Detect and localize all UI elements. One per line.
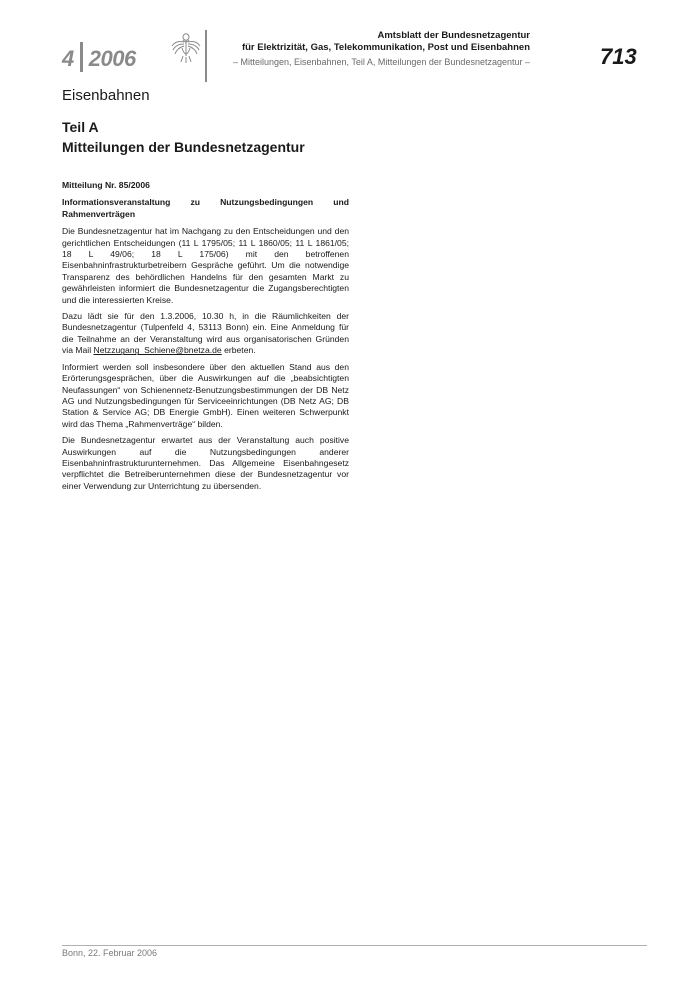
paragraph-1: Die Bundesnetzagentur hat im Nachgang zu den Entscheidungen und den gerichtlichen Entscheidungen (11 L 1795/05; 11 L 1860/05; 11 L 1861/05; 18 L 49/06; 18 L 175/06) mit den betroffenen Eisenbahninfrastrukturbetreibern Gespräche geführt. Um die notwendige Transparenz des behördlichen Handelns für den gesamten Markt zu gewährleisten informiert die Bundesnetzagentur die Zugangsberechtigten und die interessierten Kreise.: [62, 226, 349, 305]
notice-heading: Informationsveranstaltung zu Nutzungsbedingungen und Rahmenverträgen: [62, 197, 349, 219]
header-divider: [205, 30, 207, 82]
page-number: 713: [600, 44, 637, 69]
issue-divider: [80, 42, 83, 72]
paragraph-3: Informiert werden soll insbesondere über den aktuellen Stand aus den Erörterungsgesprächen, über die Auswirkungen auf die „beabsichtigten Neufassungen“ von Schienennetz-Benutzungsbestimmungen der DB Netz AG und Nutzungsbedingungen für Serviceeinrichtungen (DB Netz AG; DB Station & Service AG; DB Energie GmbH). Einen weiteren Schwerpunkt wird das Thema „Rahmenverträge“ bilden.: [62, 361, 349, 429]
federal-eagle-icon: [170, 30, 202, 64]
part-title: [62, 117, 305, 157]
paragraph-2-end: erbeten.: [221, 345, 256, 356]
gazette-subtitle: – Mitteilungen, Eisenbahnen, Teil A, Mitteilungen der Bundesnetzagentur –: [232, 57, 530, 67]
section-label: Eisenbahnen: [62, 87, 150, 104]
part-title-line2: Mitteilungen der Bundesnetzagentur: [62, 139, 305, 155]
paragraph-2: [62, 311, 349, 357]
footer-divider: [62, 945, 647, 946]
issue-indicator: [62, 42, 136, 72]
gazette-title-line1: Amtsblatt der Bundesnetzagentur: [377, 30, 530, 41]
gazette-title: [215, 30, 530, 54]
part-title-line1: Teil A: [62, 119, 99, 135]
email-link[interactable]: Netzzugang_Schiene@bnetza.de: [93, 345, 222, 356]
notice-article: [62, 180, 349, 497]
gazette-title-line2: für Elektrizität, Gas, Telekommunikation, Post und Eisenbahnen: [241, 42, 530, 53]
issue-year: 2006: [88, 46, 136, 71]
issue-number: 4: [62, 46, 74, 71]
notice-number: Mitteilung Nr. 85/2006: [62, 180, 150, 190]
footer-place-date: Bonn, 22. Februar 2006: [62, 948, 158, 958]
paragraph-4: Die Bundesnetzagentur erwartet aus der Veranstaltung auch positive Auswirkungen auf die Nutzungsbedingungen anderer Eisenbahninfrastrukturunternehmen. Das Allgemeine Eisenbahngesetz verpflichtet die Betreiberunternehmen diese der Bundesnetzagentur vor einer Verwendung zur Unterrichtung zu übersenden.: [62, 435, 349, 491]
paragraph-2-text: Dazu lädt sie für den 1.3.2006, 10.30 h, in die Räumlichkeiten der Bundesnetzagentur (Tulpenfeld 4, 53113 Bonn) ein. Eine Anmeldung für die Teilnahme an der Veranstaltung wird aus organisatorischen Gründen via Mail: [62, 311, 349, 356]
